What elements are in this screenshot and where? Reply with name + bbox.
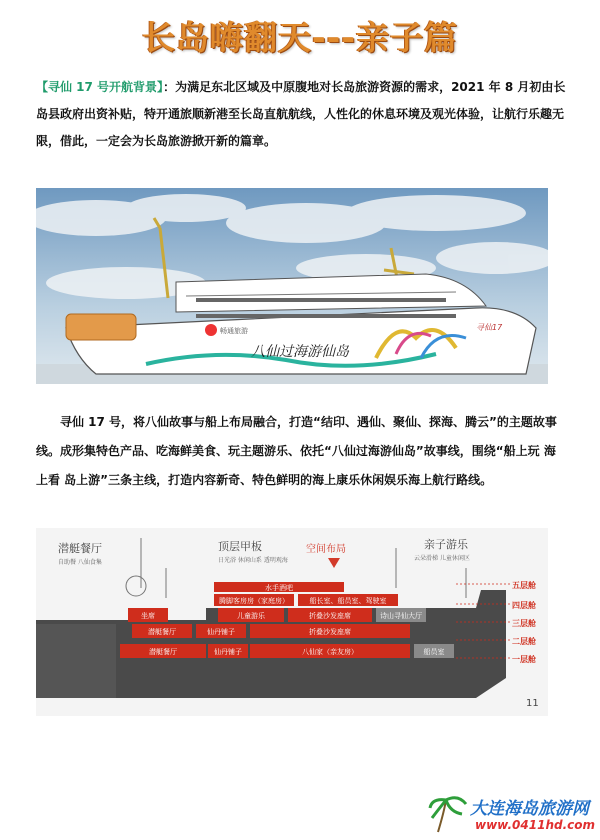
brand-logo-icon: [205, 324, 217, 336]
story-text: 寻仙 17 号，将八仙故事与船上布局融合，打造“结印、遇仙、聚仙、探海、腾云”的主题故事线。成形集特色产品、吃海鲜美食、玩主题游乐、依托“八仙过海游仙岛”故事线，围绕“船上玩 海上看 岛上游”三条主线，打造内容新奇、特色鲜明的海上康乐休闲娱乐海上航行路线。: [36, 415, 557, 487]
section-submarine-restaurant: 潜艇餐厅: [58, 542, 102, 555]
stern-deck: [66, 314, 136, 340]
watermark-url: www.0411hd.com: [475, 818, 595, 832]
page-title: 长岛嗨翻天---亲子篇: [141, 18, 459, 57]
intro-tag: 【寻仙 17 号开航背景】: [36, 80, 164, 94]
deck-layout-diagram: [36, 528, 548, 716]
deck-1-label: 一层舱: [512, 655, 536, 664]
section-kids-play: 亲子游乐: [424, 538, 468, 551]
intro-text: ：为满足东北区域及中原腹地对长岛旅游资源的需求，2021 年 8 月初由长岛县政府出资补贴，特开通旅顺新港至长岛直航航线，人性化的休息环境及观光体验，让航行乐趣无限，借此，一定会为长岛旅游掀开新的篇章。: [36, 80, 566, 148]
deck-2-label: 二层舱: [512, 637, 536, 646]
brand-label: 畅通旅游: [220, 327, 248, 335]
room-kids: 儿童游乐: [237, 612, 265, 620]
section-right-sub: 云朵滑梯 儿童休闲区: [414, 555, 470, 562]
section-top-deck: 顶层甲板: [218, 540, 262, 553]
palm-tree-icon: [430, 798, 466, 818]
watermark-text: 大连海岛旅游网: [470, 799, 589, 819]
section-space-layout: 空间布局: [306, 544, 346, 555]
room-submarine-1: 潜艇餐厅: [149, 648, 177, 656]
room-seats: 坐席: [141, 612, 155, 620]
room-submarine-2: 潜艇餐厅: [148, 628, 176, 636]
deck-3-label: 三层舱: [512, 619, 536, 628]
deck-4-label: 四层舱: [512, 601, 536, 610]
deck-5-label: 五层舱: [512, 581, 536, 590]
ferry-illustration: [36, 188, 548, 384]
room-sofa-3: 折叠沙发座席: [309, 612, 351, 620]
ship-name-text: 寻仙17: [476, 323, 503, 332]
section-mid-sub: 日光浴 休闲山系 透明观海: [218, 557, 288, 564]
room-captain: 船长室、船员室、驾驶室: [309, 597, 387, 605]
story-paragraph: [36, 408, 566, 495]
hull-slogan: 八仙过海游仙岛: [251, 344, 349, 360]
room-family: 腾脚客房房（家庭房）: [219, 597, 289, 605]
room-shop-2: 仙丹铺子: [207, 628, 235, 636]
room-sailor-bar: 水手酒吧: [265, 584, 293, 592]
intro-paragraph: [36, 74, 566, 155]
section-left-sub: 自助餐 八仙食集: [58, 559, 102, 566]
page-number: 11: [526, 698, 539, 709]
room-shop-1: 仙丹铺子: [214, 648, 242, 656]
room-friends: 八仙家（亲友房）: [302, 648, 358, 656]
room-hall: 诗山寻仙大厅: [380, 612, 422, 620]
room-sofa-2: 折叠沙发座席: [309, 628, 351, 636]
room-crew: 船员室: [423, 648, 445, 656]
